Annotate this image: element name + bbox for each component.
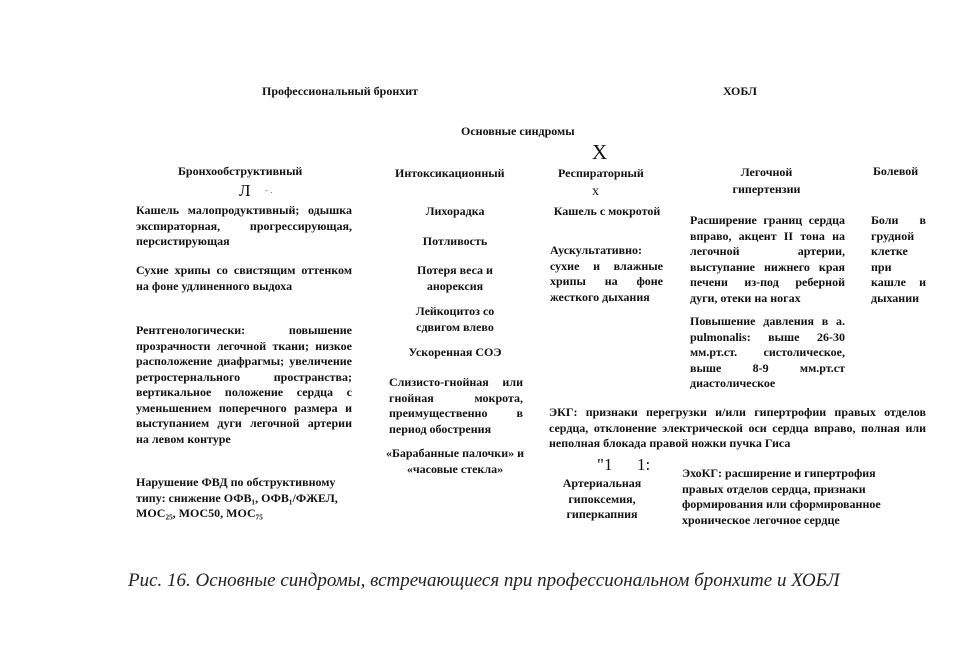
echo-finding: ЭхоКГ: расширение и гипертрофия правых отделов сердца, признаки формирования или сформированное хроническое легочное сердце xyxy=(682,466,881,527)
column-title-intoxication: Интоксикационный xyxy=(395,166,505,180)
column-title-pain: Болевой xyxy=(873,164,919,178)
intoxication-item-clubbing: «Барабанные палочки» и «часовые стекла» xyxy=(385,446,525,476)
x-mark: Х xyxy=(592,140,608,164)
intoxication-item-weight-loss: Потеря веса и анорексия xyxy=(417,263,493,293)
pulmonary-hypertension-item-2: Повышение давления в a. pulmonalis: выше 26-30 мм.рт.ст. систолическое, выше 8-9 мм.рт.ст диастолическое xyxy=(690,314,845,390)
l-mark: Л xyxy=(239,181,251,200)
quote-mark: "1 xyxy=(597,455,613,474)
bronchoobstructive-item-3: Рентгенологически: повышение прозрачности легочной ткани; низкое расположение диафрагмы; увеличение ретростернального пространства; вертикальное положение сердца с уменьшением поперечного размера и выступанием дуги легочной артерии на левом контуре xyxy=(136,323,352,446)
bronchoobstructive-item-2: Сухие хрипы со свистящим оттенком на фоне удлиненного выдоха xyxy=(136,263,352,293)
intoxication-item-sweating: Потливость xyxy=(422,234,488,248)
intoxication-item-fever: Лихорадка xyxy=(425,204,485,218)
tick-marks: - . xyxy=(265,185,273,195)
header-professional-bronchitis: Профессиональный бронхит xyxy=(262,84,419,98)
pain-item-1: Боли в грудной клетке при кашле и дыхании xyxy=(871,213,926,305)
respiratory-item-hypoxemia: Артериальная гипоксемия, гиперкапния xyxy=(562,476,642,521)
subtitle-main-syndromes: Основные синдромы xyxy=(461,124,575,138)
respiratory-item-cough: Кашель с мокротой xyxy=(553,204,661,218)
intoxication-item-sputum: Слизисто-гнойная или гнойная мокрота, преимущественно в период обострения xyxy=(389,375,523,436)
column-title-pulmonary-hypertension: Легочной гипертензии xyxy=(732,165,801,196)
column-title-respiratory: Респираторный xyxy=(558,166,644,180)
intoxication-item-esr: Ускоренная СОЭ xyxy=(408,345,502,359)
ecg-finding: ЭКГ: признаки перегрузки и/или гипертрофии правых отделов сердца, отклонение электрической оси сердца вправо, полная или неполная блокада правой ножки пучка Гиса xyxy=(549,405,926,450)
intoxication-item-leukocytosis: Лейкоцитоз со сдвигом влево xyxy=(415,304,495,334)
bronchoobstructive-item-4: Нарушение ФВД по обструктивному типу: снижение ОФВ₁, ОФВ₁/ФЖЕЛ, МОС₂₅, МОС50, МОС₇₅ xyxy=(136,475,338,520)
x-mark-small: х xyxy=(592,184,599,199)
figure-caption: Рис. 16. Основные синдромы, встречающиеся при профессиональном бронхите и ХОБЛ xyxy=(128,570,840,591)
one-colon-mark: 1: xyxy=(637,455,651,474)
bronchoobstructive-item-1: Кашель малопродуктивный; одышка экспираторная, прогрессирующая, персистирующая xyxy=(136,203,352,248)
column-title-bronchoobstructive: Бронхообструктивный xyxy=(178,164,303,178)
pulmonary-hypertension-item-1: Расширение границ сердца вправо, акцент II тона на легочной артерии, выступание нижнего края печени из-под реберной дуги, отеки на ногах xyxy=(690,213,845,305)
header-copd: ХОБЛ xyxy=(723,84,757,98)
respiratory-item-auscultation: Аускультативно: сухие и влажные хрипы на фоне жесткого дыхания xyxy=(550,243,663,304)
